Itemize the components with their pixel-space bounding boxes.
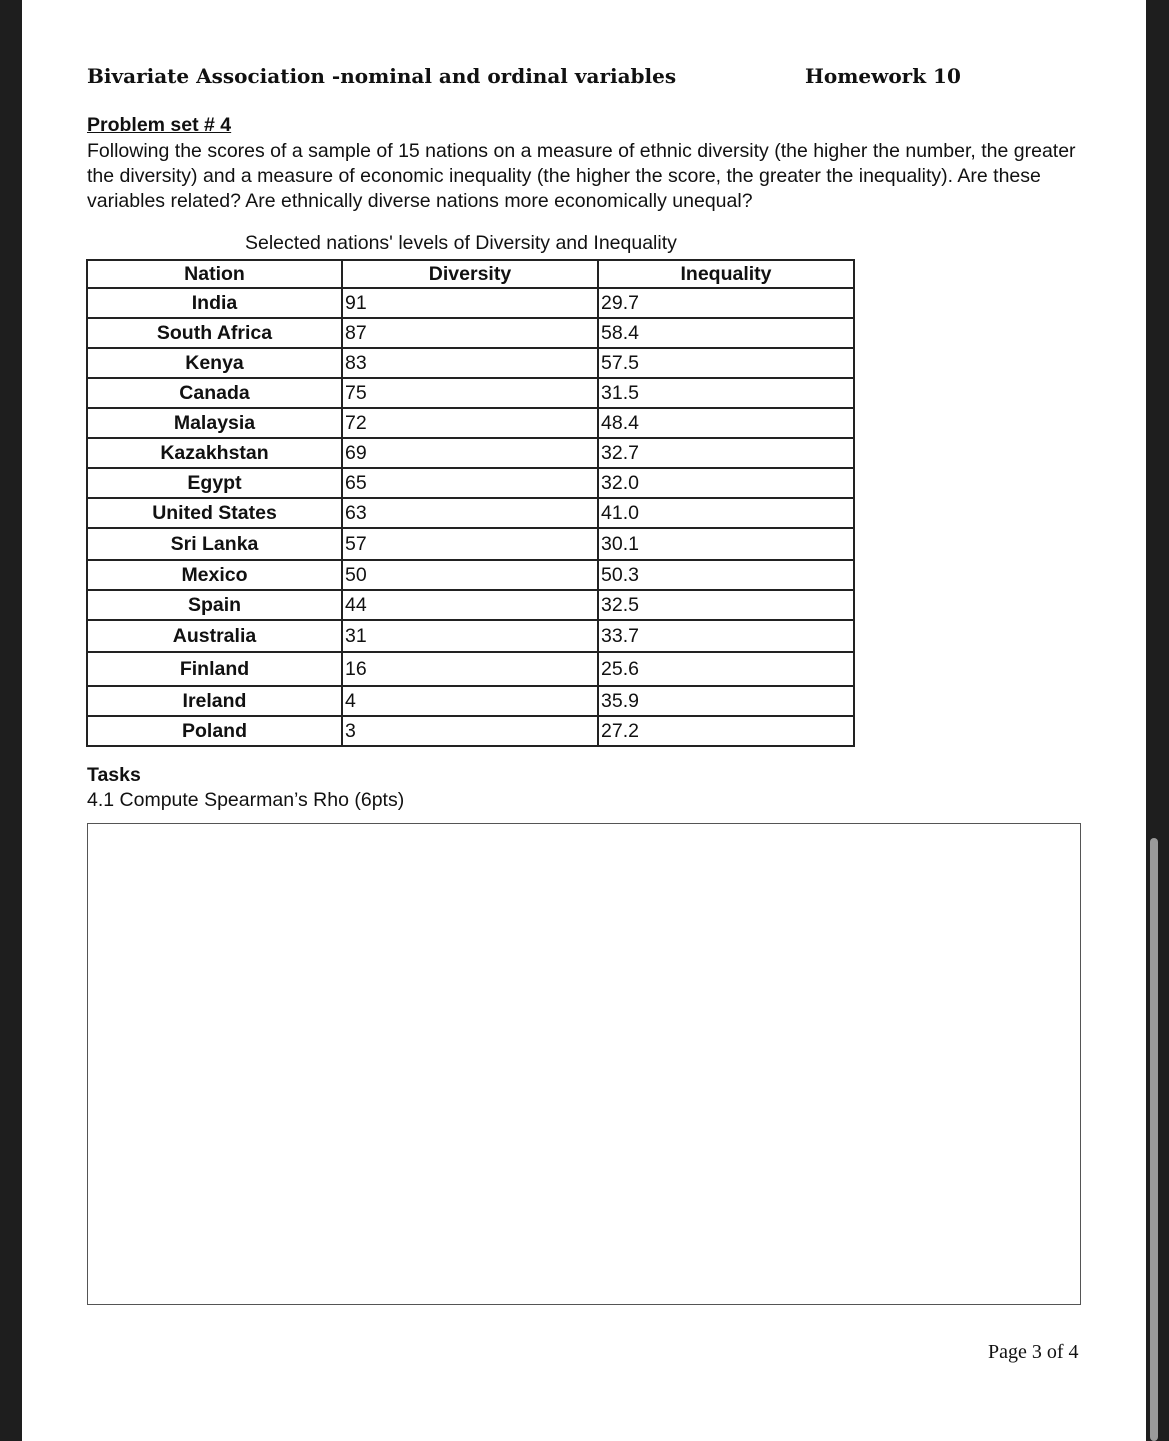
tasks-heading: Tasks	[87, 764, 141, 786]
inequality-cell: 32.7	[598, 438, 854, 468]
table-row	[87, 468, 854, 498]
nation-cell: Spain	[87, 590, 342, 620]
nation-cell: South Africa	[87, 318, 342, 348]
table-row	[87, 498, 854, 528]
inequality-cell: 48.4	[598, 408, 854, 438]
nation-cell: India	[87, 288, 342, 318]
table-row	[87, 348, 854, 378]
nation-cell: Ireland	[87, 686, 342, 716]
inequality-cell: 57.5	[598, 348, 854, 378]
scrollbar-thumb[interactable]	[1150, 838, 1158, 1441]
nation-cell: United States	[87, 498, 342, 528]
problem-heading: Problem set # 4	[87, 114, 232, 136]
table-row	[87, 378, 854, 408]
inequality-cell: 30.1	[598, 528, 854, 560]
nation-cell: Finland	[87, 652, 342, 686]
table-row	[87, 318, 854, 348]
diversity-cell: 65	[342, 468, 598, 498]
document-title: Bivariate Association -nominal and ordinal variables	[87, 64, 677, 88]
nation-cell: Australia	[87, 620, 342, 652]
column-header-inequality: Inequality	[598, 260, 854, 288]
diversity-cell: 63	[342, 498, 598, 528]
table-row	[87, 590, 854, 620]
nation-cell: Kenya	[87, 348, 342, 378]
diversity-cell: 50	[342, 560, 598, 590]
column-header-nation: Nation	[87, 260, 342, 288]
table-row	[87, 652, 854, 686]
inequality-cell: 31.5	[598, 378, 854, 408]
diversity-cell: 75	[342, 378, 598, 408]
diversity-cell: 87	[342, 318, 598, 348]
inequality-cell: 58.4	[598, 318, 854, 348]
diversity-cell: 83	[342, 348, 598, 378]
inequality-cell: 29.7	[598, 288, 854, 318]
table-row	[87, 438, 854, 468]
nation-cell: Canada	[87, 378, 342, 408]
table-caption: Selected nations' levels of Diversity and Inequality	[245, 232, 677, 254]
nation-cell: Poland	[87, 716, 342, 746]
diversity-cell: 3	[342, 716, 598, 746]
homework-label: Homework 10	[805, 64, 961, 88]
problem-description: Following the scores of a sample of 15 nations on a measure of ethnic diversity (the higher the number, the greater the diversity) and a measure of economic inequality (the higher the score, the greater the inequality). Are these variables related? Are ethnically diverse nations more economically unequal?	[87, 140, 1076, 212]
task-item: 4.1 Compute Spearman’s Rho (6pts)	[87, 789, 405, 811]
data-table	[86, 259, 855, 747]
column-header-diversity: Diversity	[342, 260, 598, 288]
nation-cell: Egypt	[87, 468, 342, 498]
diversity-cell: 16	[342, 652, 598, 686]
inequality-cell: 27.2	[598, 716, 854, 746]
diversity-cell: 44	[342, 590, 598, 620]
nation-cell: Malaysia	[87, 408, 342, 438]
inequality-cell: 50.3	[598, 560, 854, 590]
inequality-cell: 41.0	[598, 498, 854, 528]
diversity-cell: 57	[342, 528, 598, 560]
nation-cell: Mexico	[87, 560, 342, 590]
inequality-cell: 35.9	[598, 686, 854, 716]
table-row	[87, 620, 854, 652]
page-number: Page 3 of 4	[988, 1341, 1079, 1363]
inequality-cell: 32.5	[598, 590, 854, 620]
diversity-cell: 72	[342, 408, 598, 438]
nation-cell: Sri Lanka	[87, 528, 342, 560]
table-row	[87, 686, 854, 716]
table-row	[87, 528, 854, 560]
table-row	[87, 716, 854, 746]
diversity-cell: 69	[342, 438, 598, 468]
table-header-row	[87, 260, 854, 288]
diversity-cell: 31	[342, 620, 598, 652]
answer-box[interactable]	[87, 823, 1081, 1305]
inequality-cell: 25.6	[598, 652, 854, 686]
diversity-cell: 91	[342, 288, 598, 318]
diversity-cell: 4	[342, 686, 598, 716]
inequality-cell: 33.7	[598, 620, 854, 652]
nation-cell: Kazakhstan	[87, 438, 342, 468]
table-row	[87, 288, 854, 318]
inequality-cell: 32.0	[598, 468, 854, 498]
table-row	[87, 408, 854, 438]
table-row	[87, 560, 854, 590]
